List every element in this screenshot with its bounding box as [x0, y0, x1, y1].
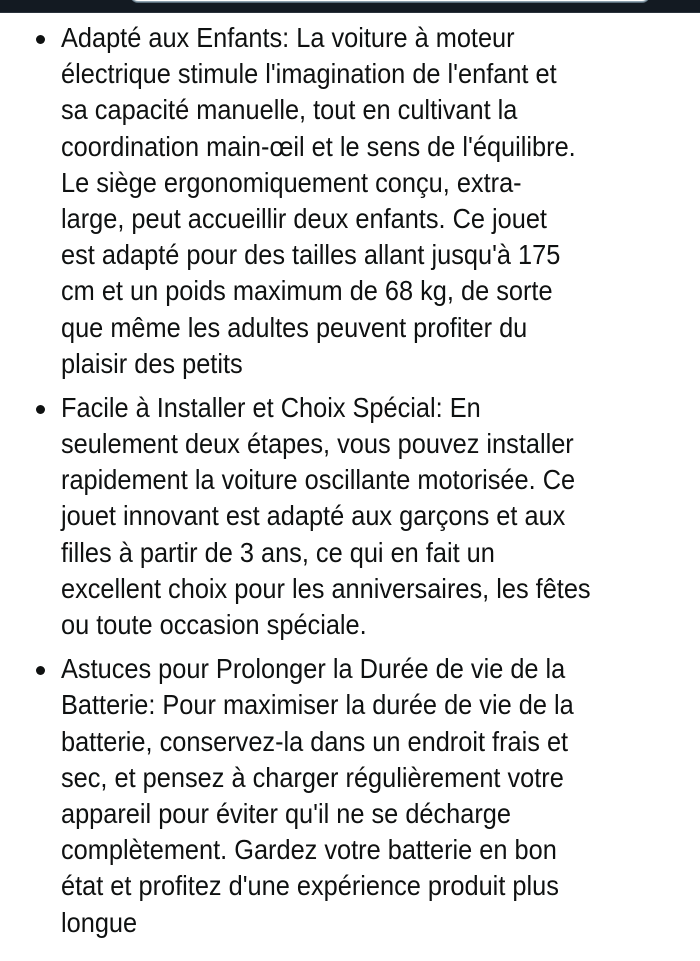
bullet-text-line: que même les adultes peuvent profiter du — [61, 311, 528, 343]
bullet-dot-icon — [36, 666, 45, 675]
bullet-text-line: plaisir des petits — [61, 347, 243, 379]
bullet-text-line: sec, et pensez à charger régulièrement votre — [61, 761, 564, 793]
bullet-text-line: est adapté pour des tailles allant jusqu'à 175 — [61, 239, 561, 271]
bullet-text-line: électrique stimule l'imagination de l'enfant et — [61, 58, 557, 90]
bullet-text-line: cm et un poids maximum de 68 kg, de sorte — [61, 275, 553, 307]
bullet-text-line: Facile à Installer et Choix Spécial: En — [61, 391, 481, 423]
search-input[interactable] — [130, 0, 650, 2]
feature-bullet-easy-install — [0, 390, 700, 643]
bullet-text-line: longue — [61, 906, 138, 938]
bullet-text-line: ou toute occasion spéciale. — [61, 609, 367, 640]
top-header-bar — [0, 0, 700, 13]
bullet-text-line: sa capacité manuelle, tout en cultivant la — [61, 94, 518, 126]
bullet-dot-icon — [36, 35, 45, 44]
bullet-text-line: complètement. Gardez votre batterie en bon — [61, 834, 557, 866]
feature-bullet-kid-friendly — [0, 20, 700, 382]
bullet-text-line: rapidement la voiture oscillante motorisée. Ce — [61, 464, 576, 496]
bullet-text-line: Astuces pour Prolonger la Durée de vie de la — [61, 653, 566, 685]
bullet-text-line: appareil pour éviter qu'il ne se décharge — [61, 797, 511, 829]
bullet-text-line: Le siège ergonomiquement conçu, extra- — [61, 166, 522, 198]
bullet-text-line: filles à partir de 3 ans, ce qui en fait un — [61, 536, 495, 568]
feature-bullet-battery-tips — [0, 651, 700, 941]
bullet-text-line: coordination main-œil et le sens de l'équilibre. — [61, 130, 576, 162]
bullet-text-line: large, peut accueillir deux enfants. Ce jouet — [61, 202, 547, 234]
bullet-text-line: seulement deux étapes, vous pouvez installer — [61, 428, 574, 460]
bullet-text-line: état et profitez d'une expérience produit plus — [61, 870, 559, 902]
bullet-text-line: Batterie: Pour maximiser la durée de vie de la — [61, 689, 574, 721]
product-feature-bullets — [0, 20, 700, 949]
bullet-dot-icon — [36, 405, 45, 414]
bullet-text-line: Adapté aux Enfants: La voiture à moteur — [61, 22, 515, 53]
bullet-text-line: excellent choix pour les anniversaires, les fêtes — [61, 572, 591, 604]
bullet-text-line: batterie, conservez-la dans un endroit frais et — [61, 725, 569, 757]
bullet-text-line: jouet innovant est adapté aux garçons et aux — [61, 500, 566, 532]
